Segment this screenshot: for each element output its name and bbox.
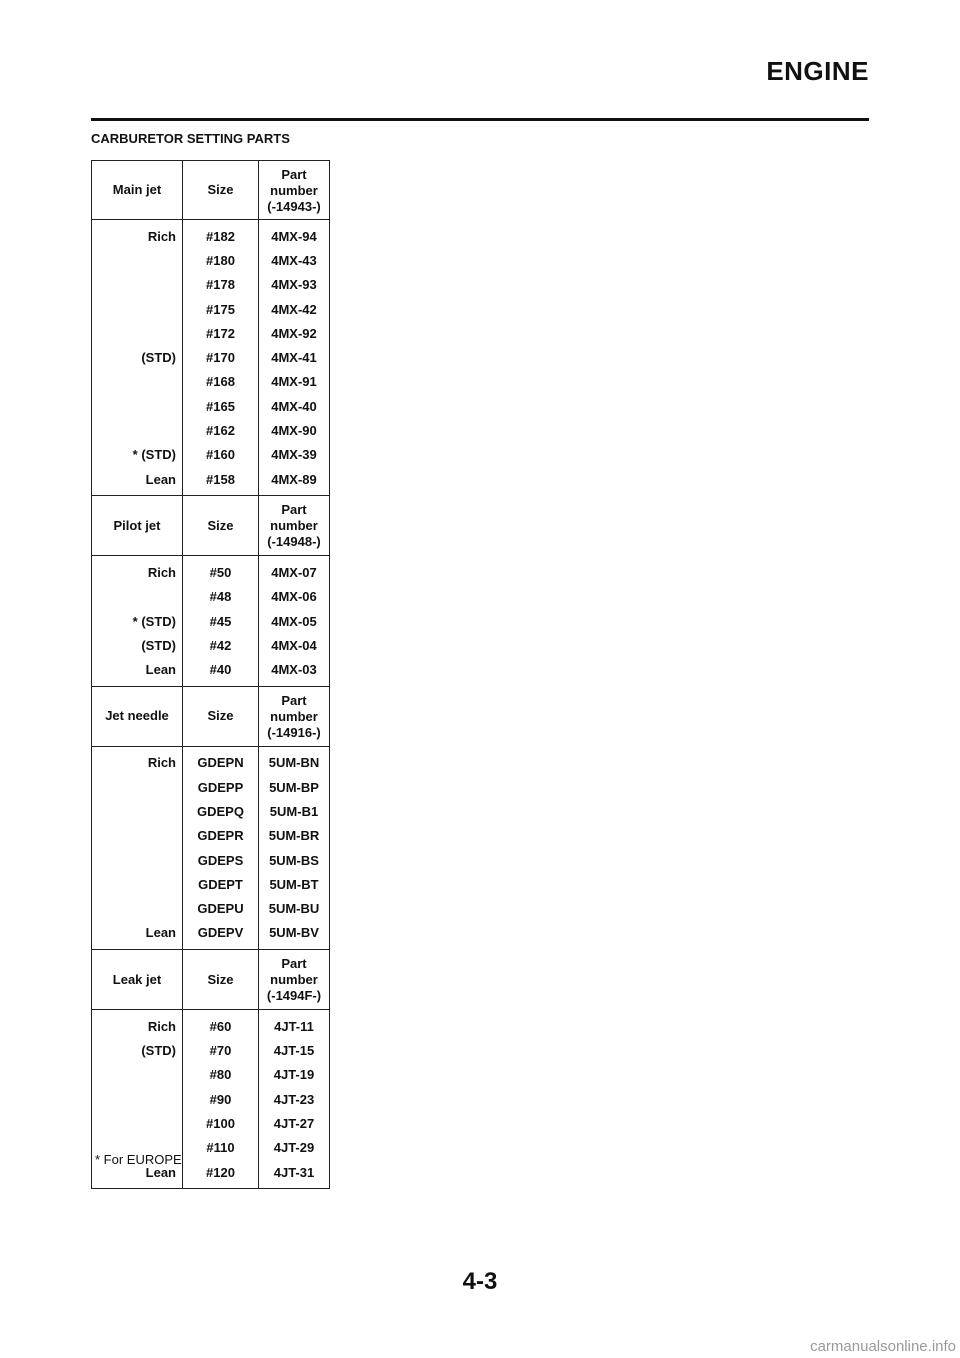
size-cell: #172 <box>183 321 259 345</box>
size-cell: #70 <box>183 1038 259 1062</box>
setting-cell <box>92 1111 183 1135</box>
part-code: (-14916-) <box>267 724 321 740</box>
carburetor-parts-table <box>91 160 330 1189</box>
table-row <box>92 585 330 609</box>
part-number-cell: 4MX-42 <box>271 301 317 317</box>
setting-cell <box>92 897 183 921</box>
setting-cell <box>92 1063 183 1087</box>
setting-cell <box>92 418 183 442</box>
size-cell: #158 <box>183 467 259 496</box>
size-cell: #45 <box>183 609 259 633</box>
part-code: (-1494F-) <box>266 988 322 1004</box>
part-number-cell: 5UM-BP <box>269 779 319 795</box>
table-row <box>92 220 330 249</box>
table-row <box>92 848 330 872</box>
table-row <box>92 921 330 950</box>
size-cell: #162 <box>183 418 259 442</box>
table-row <box>92 273 330 297</box>
part-number-cell: 4MX-40 <box>271 398 317 414</box>
size-cell: GDEPT <box>183 872 259 896</box>
setting-cell: Lean <box>92 657 183 686</box>
part-number-cell: 4JT-31 <box>273 1164 315 1180</box>
setting-cell <box>92 370 183 394</box>
table-row <box>92 418 330 442</box>
part-number-cell: 4MX-91 <box>271 374 317 390</box>
part-number-cell: 4MX-93 <box>271 277 317 293</box>
size-cell: GDEPQ <box>183 799 259 823</box>
setting-cell <box>92 1087 183 1111</box>
table-row <box>92 370 330 394</box>
table-row <box>92 467 330 496</box>
page-number: 4-3 <box>462 1268 498 1295</box>
table-row <box>92 897 330 921</box>
size-cell: GDEPU <box>183 897 259 921</box>
size-cell: #100 <box>183 1111 259 1135</box>
setting-cell <box>92 321 183 345</box>
part-number-cell: 4MX-03 <box>259 657 330 686</box>
group-label: Jet needle <box>92 686 183 746</box>
page-title: ENGINE <box>766 56 869 86</box>
table-row <box>92 248 330 272</box>
size-column-header: Size <box>183 161 259 220</box>
part-number-cell: 4JT-19 <box>273 1067 315 1083</box>
part-number-cell: 4JT-27 <box>273 1115 315 1131</box>
part-label: Part <box>281 956 307 972</box>
part-number-cell: 5UM-BT <box>269 876 319 892</box>
size-cell: #178 <box>183 273 259 297</box>
part-number-cell: 4MX-89 <box>259 467 330 496</box>
group-header-row <box>92 686 330 746</box>
part-number-cell: 4MX-39 <box>271 447 317 463</box>
size-column-header: Size <box>183 496 259 556</box>
setting-cell: * (STD) <box>92 443 183 467</box>
part-number-cell: 4MX-94 <box>271 228 317 244</box>
table-row <box>92 1087 330 1111</box>
table-row <box>92 1063 330 1087</box>
table-row <box>92 746 330 775</box>
size-cell: #168 <box>183 370 259 394</box>
table-row <box>92 556 330 585</box>
size-cell: #160 <box>183 443 259 467</box>
table-body <box>92 161 330 1189</box>
setting-cell <box>92 872 183 896</box>
part-number-cell: 4MX-05 <box>271 613 317 629</box>
setting-cell <box>92 273 183 297</box>
size-column-header: Size <box>183 686 259 746</box>
part-number-cell: 5UM-BN <box>268 755 320 771</box>
group-label: Leak jet <box>92 950 183 1010</box>
table-row <box>92 824 330 848</box>
part-number-cell: 4MX-90 <box>271 423 317 439</box>
setting-cell <box>92 394 183 418</box>
size-cell: GDEPP <box>183 775 259 799</box>
group-header-row <box>92 161 330 220</box>
setting-cell <box>92 824 183 848</box>
size-cell: #90 <box>183 1087 259 1111</box>
table-row <box>92 657 330 686</box>
part-number-cell: 4MX-43 <box>271 252 317 268</box>
part-code: (-14948-) <box>267 534 321 550</box>
size-cell: #180 <box>183 248 259 272</box>
table-row <box>92 297 330 321</box>
part-number-cell: 4MX-41 <box>271 350 317 366</box>
table-row <box>92 799 330 823</box>
part-number-cell: 5UM-BR <box>268 828 320 844</box>
table-row <box>92 321 330 345</box>
setting-cell: (STD) <box>92 633 183 657</box>
setting-cell: Lean <box>92 467 183 496</box>
size-cell: #60 <box>183 1010 259 1039</box>
size-cell: #175 <box>183 297 259 321</box>
size-cell: GDEPV <box>183 921 259 950</box>
setting-cell: Lean <box>92 921 183 950</box>
part-number-cell: 4JT-29 <box>273 1140 315 1156</box>
size-cell: GDEPR <box>183 824 259 848</box>
table-row <box>92 443 330 467</box>
size-cell: #170 <box>183 345 259 369</box>
table-row <box>92 345 330 369</box>
part-number-cell: 5UM-BV <box>259 921 330 950</box>
size-cell: GDEPN <box>183 746 259 775</box>
setting-cell: * (STD) <box>92 609 183 633</box>
setting-cell: Rich <box>92 556 183 585</box>
size-cell: #42 <box>183 633 259 657</box>
part-number-column-header <box>259 496 330 556</box>
part-number-cell: 4JT-11 <box>274 1018 314 1034</box>
setting-cell <box>92 248 183 272</box>
size-cell: GDEPS <box>183 848 259 872</box>
part-number-cell: 4JT-15 <box>273 1043 315 1059</box>
number-label: number <box>270 182 318 198</box>
table-row <box>92 1010 330 1039</box>
footnote: * For EUROPE <box>95 1152 182 1167</box>
part-number-cell: 4MX-06 <box>271 589 317 605</box>
part-number-cell: 4MX-07 <box>271 564 317 580</box>
setting-cell: Rich <box>92 746 183 775</box>
table-row <box>92 1111 330 1135</box>
group-header-row <box>92 496 330 556</box>
header-rule <box>91 118 869 121</box>
setting-cell: Rich <box>92 1010 183 1039</box>
size-cell: #165 <box>183 394 259 418</box>
size-cell: #182 <box>183 220 259 249</box>
part-label: Part <box>281 166 307 182</box>
part-number-cell: 4JT-23 <box>273 1091 315 1107</box>
setting-cell <box>92 297 183 321</box>
setting-cell: Rich <box>92 220 183 249</box>
setting-cell: Lean <box>92 1160 183 1189</box>
table-row <box>92 394 330 418</box>
table-row <box>92 609 330 633</box>
group-label: Main jet <box>92 161 183 220</box>
setting-cell <box>92 585 183 609</box>
size-cell: #80 <box>183 1063 259 1087</box>
setting-cell <box>92 775 183 799</box>
size-cell: #40 <box>183 657 259 686</box>
part-number-cell: 5UM-B1 <box>269 803 319 819</box>
group-header-row <box>92 950 330 1010</box>
part-number-cell: 5UM-BU <box>268 901 320 917</box>
number-label: number <box>270 708 318 724</box>
number-label: number <box>270 972 318 988</box>
watermark: carmanualsonline.info <box>810 1338 956 1355</box>
part-number-column-header <box>259 686 330 746</box>
setting-cell: (STD) <box>92 345 183 369</box>
table-row <box>92 775 330 799</box>
part-code: (-14943-) <box>267 198 321 214</box>
table-row <box>92 1038 330 1062</box>
part-number-cell: 4MX-04 <box>271 637 317 653</box>
section-title: CARBURETOR SETTING PARTS <box>91 131 290 146</box>
part-number-cell: 5UM-BS <box>269 852 319 868</box>
part-number-column-header <box>259 161 330 220</box>
group-label: Pilot jet <box>92 496 183 556</box>
size-cell: #48 <box>183 585 259 609</box>
size-cell: #50 <box>183 556 259 585</box>
part-number-column-header <box>259 950 330 1010</box>
table-row <box>92 872 330 896</box>
size-cell: #120 <box>183 1160 259 1189</box>
setting-cell: (STD) <box>92 1038 183 1062</box>
part-label: Part <box>281 692 307 708</box>
setting-cell <box>92 848 183 872</box>
size-column-header: Size <box>183 950 259 1010</box>
number-label: number <box>270 518 318 534</box>
table-row <box>92 633 330 657</box>
setting-cell <box>92 799 183 823</box>
part-label: Part <box>281 502 307 518</box>
size-cell: #110 <box>183 1136 259 1160</box>
part-number-cell: 4MX-92 <box>271 325 317 341</box>
